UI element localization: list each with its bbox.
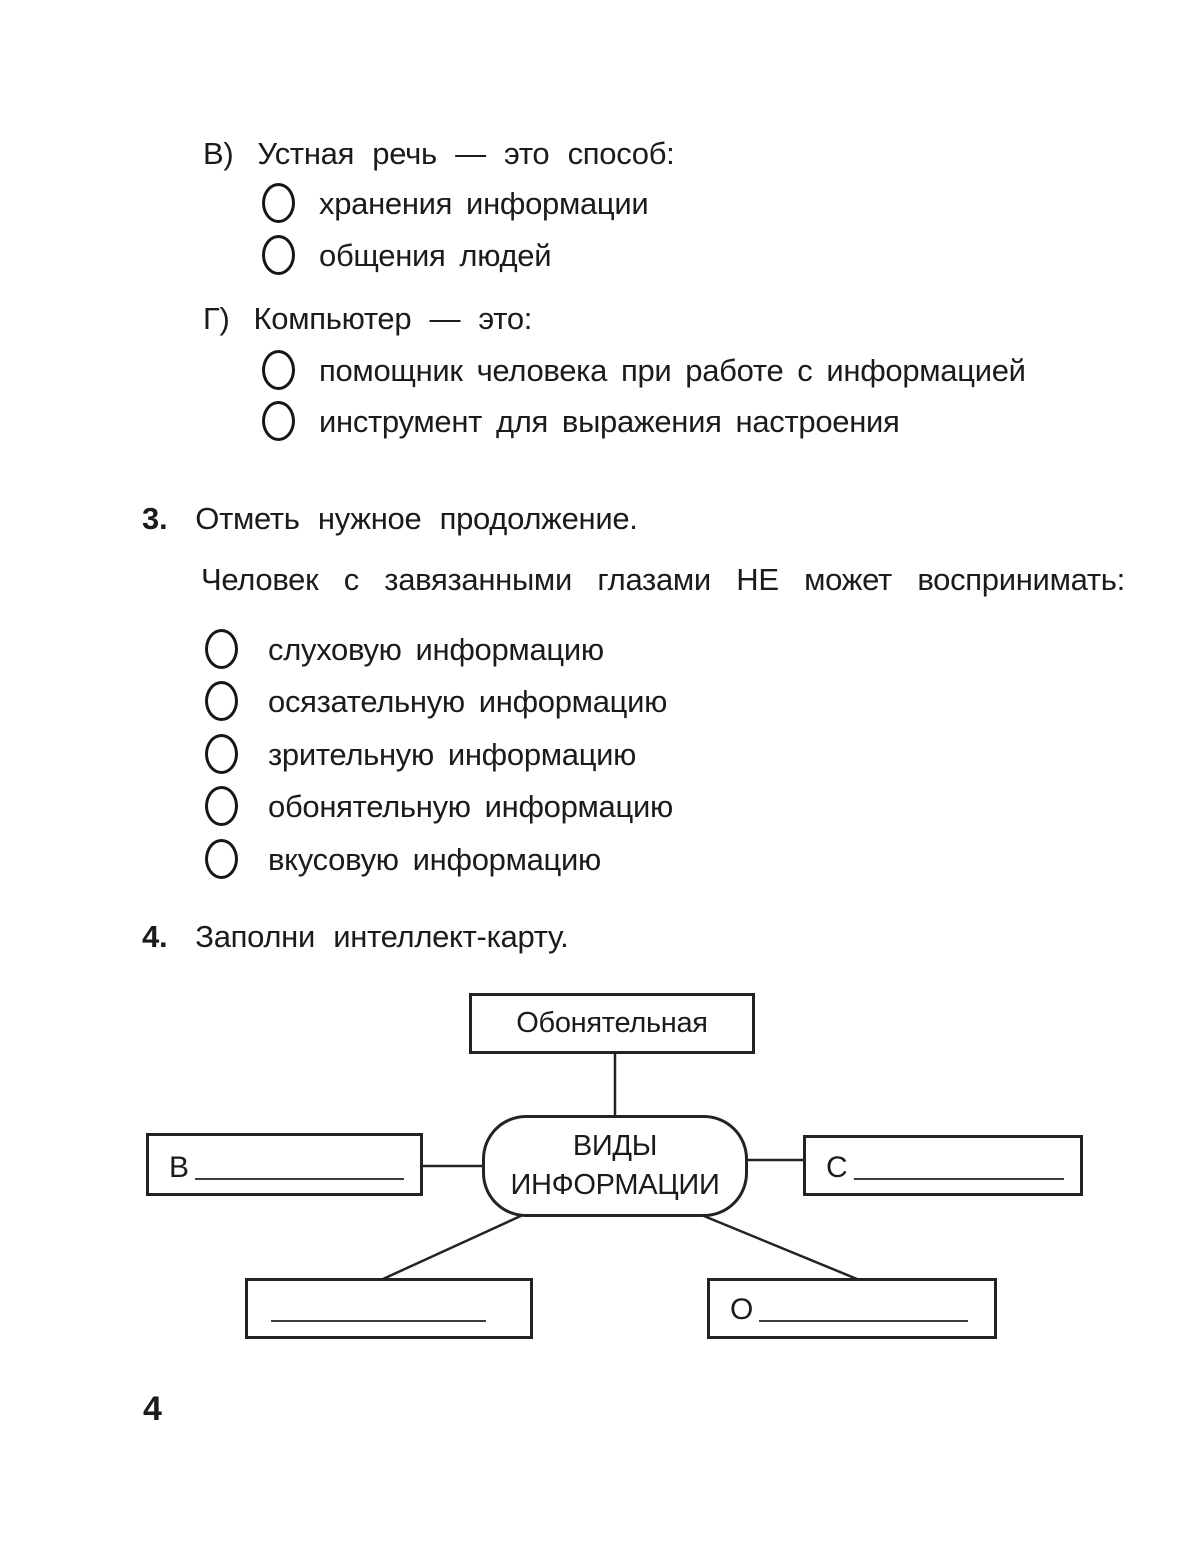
question-g-prompt — [203, 303, 532, 334]
option-row — [262, 350, 1026, 390]
option-row — [205, 681, 667, 721]
option-label: хранения информации — [319, 185, 649, 221]
radio-q3-option-3[interactable] — [205, 734, 238, 774]
mindmap-right-box[interactable] — [803, 1135, 1083, 1196]
question-3-prompt: Отметь нужное продолжение. — [195, 501, 638, 536]
option-label: вкусовую информацию — [268, 841, 601, 877]
question-3-statement: Человек с завязанными глазами НЕ может воспринимать: — [201, 562, 1125, 597]
mindmap-bottom-right-blank[interactable] — [759, 1319, 968, 1322]
option-label: слуховую информацию — [268, 631, 604, 667]
radio-v-option-2[interactable] — [262, 235, 295, 275]
question-g-letter: Г) — [203, 301, 230, 336]
mindmap-center-box: ВИДЫ ИНФОРМАЦИИ — [482, 1115, 748, 1217]
radio-g-option-2[interactable] — [262, 401, 295, 441]
mindmap-left-box[interactable] — [146, 1133, 423, 1196]
option-label: помощник человека при работе с информацией — [319, 352, 1026, 388]
question-4-number: 4. — [142, 919, 168, 954]
option-label: инструмент для выражения настроения — [319, 403, 900, 439]
question-4-header — [142, 921, 568, 952]
question-3-header — [142, 503, 638, 534]
option-row — [205, 839, 601, 879]
mindmap-bottom-right-box[interactable] — [707, 1278, 997, 1339]
radio-q3-option-5[interactable] — [205, 839, 238, 879]
option-label: осязательную информацию — [268, 683, 668, 719]
radio-q3-option-1[interactable] — [205, 629, 238, 669]
option-label: обонятельную информацию — [268, 788, 673, 824]
option-label: зрительную информацию — [268, 736, 637, 772]
radio-q3-option-2[interactable] — [205, 681, 238, 721]
mindmap-bottom-right-letter: О — [730, 1293, 754, 1326]
connector-bottom-right — [699, 1214, 857, 1279]
mindmap-right-letter: С — [826, 1151, 848, 1184]
question-v-prompt — [203, 138, 674, 169]
radio-q3-option-4[interactable] — [205, 786, 238, 826]
page-number: 4 — [143, 1390, 162, 1428]
question-v-text: Устная речь — это способ: — [257, 136, 675, 171]
option-row — [262, 183, 648, 223]
option-label: общения людей — [319, 237, 552, 273]
connector-bottom-left — [383, 1214, 525, 1279]
mindmap-left-blank[interactable] — [195, 1177, 404, 1180]
radio-v-option-1[interactable] — [262, 183, 295, 223]
radio-g-option-1[interactable] — [262, 350, 295, 390]
mindmap-bottom-left-blank[interactable] — [271, 1319, 486, 1322]
question-v-letter: В) — [203, 136, 234, 171]
mindmap-top-box: Обонятельная — [469, 993, 755, 1054]
option-row — [205, 786, 673, 826]
question-4-prompt: Заполни интеллект-карту. — [195, 919, 569, 954]
question-g-text: Компьютер — это: — [253, 301, 533, 336]
mindmap-left-letter: В — [169, 1151, 190, 1184]
mindmap-bottom-left-box[interactable] — [245, 1278, 533, 1339]
option-row — [205, 629, 604, 669]
option-row — [205, 734, 636, 774]
question-3-number: 3. — [142, 501, 168, 536]
option-row — [262, 235, 551, 275]
mindmap-right-blank[interactable] — [854, 1177, 1064, 1180]
option-row — [262, 401, 900, 441]
